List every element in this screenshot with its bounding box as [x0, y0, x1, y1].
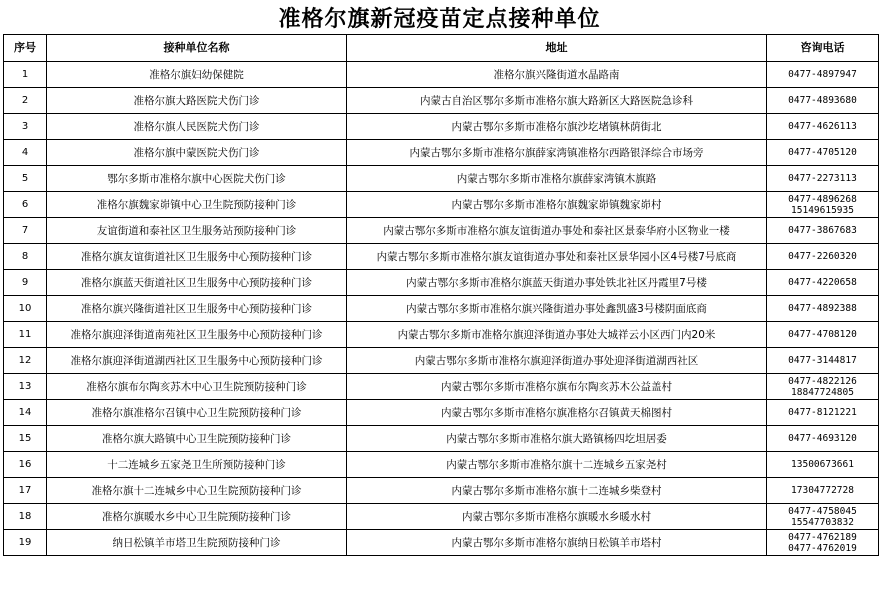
cell-phone — [767, 504, 879, 530]
cell-address: 内蒙古鄂尔多斯市准格尔旗迎泽街道办事处迎泽街道湖西社区 — [347, 348, 767, 374]
cell-address: 内蒙古鄂尔多斯市准格尔旗沙圪堵镇林荫街北 — [347, 114, 767, 140]
cell-phone — [767, 244, 879, 270]
cell-index: 2 — [4, 88, 47, 114]
phone-number: 0477-2273113 — [788, 173, 857, 184]
cell-address: 内蒙古鄂尔多斯市准格尔旗薛家湾镇准格尔西路银泽综合市场旁 — [347, 140, 767, 166]
table-row — [4, 478, 879, 504]
phone-number: 0477-4626113 — [788, 121, 857, 132]
cell-phone — [767, 192, 879, 218]
cell-unit-name: 纳日松镇羊市塔卫生院预防接种门诊 — [47, 530, 347, 556]
cell-phone — [767, 62, 879, 88]
table-row — [4, 530, 879, 556]
table-row — [4, 244, 879, 270]
cell-index: 4 — [4, 140, 47, 166]
table-body — [4, 62, 879, 556]
header-row — [4, 35, 879, 62]
cell-unit-name: 准格尔旗准格尔召镇中心卫生院预防接种门诊 — [47, 400, 347, 426]
table-row — [4, 504, 879, 530]
cell-unit-name: 准格尔旗妇幼保健院 — [47, 62, 347, 88]
phone-number: 0477-2260320 — [788, 251, 857, 262]
cell-index: 3 — [4, 114, 47, 140]
table-row — [4, 270, 879, 296]
cell-unit-name: 准格尔旗十二连城乡中心卫生院预防接种门诊 — [47, 478, 347, 504]
cell-index: 14 — [4, 400, 47, 426]
cell-address: 内蒙古鄂尔多斯市准格尔旗布尔陶亥苏木公益盖村 — [347, 374, 767, 400]
cell-address: 内蒙古鄂尔多斯市准格尔旗十二连城乡五家尧村 — [347, 452, 767, 478]
table-row — [4, 426, 879, 452]
cell-index: 9 — [4, 270, 47, 296]
table-row — [4, 114, 879, 140]
phone-number: 0477-8121221 — [788, 407, 857, 418]
cell-index: 19 — [4, 530, 47, 556]
cell-index: 10 — [4, 296, 47, 322]
cell-unit-name: 鄂尔多斯市准格尔旗中心医院犬伤门诊 — [47, 166, 347, 192]
cell-address: 内蒙古鄂尔多斯市准格尔旗友谊街道办事处和泰社区景华园小区4号楼7号底商 — [347, 244, 767, 270]
header-address: 地址 — [347, 35, 767, 62]
cell-phone — [767, 374, 879, 400]
cell-unit-name: 准格尔旗大路医院犬伤门诊 — [47, 88, 347, 114]
table-row — [4, 62, 879, 88]
cell-phone — [767, 348, 879, 374]
cell-unit-name: 准格尔旗布尔陶亥苏木中心卫生院预防接种门诊 — [47, 374, 347, 400]
table-row — [4, 400, 879, 426]
phone-number: 17304772728 — [791, 485, 854, 496]
cell-index: 8 — [4, 244, 47, 270]
cell-phone — [767, 530, 879, 556]
cell-unit-name: 准格尔旗蓝天街道社区卫生服务中心预防接种门诊 — [47, 270, 347, 296]
cell-address: 内蒙古鄂尔多斯市准格尔旗薛家湾镇木旗路 — [347, 166, 767, 192]
phone-number: 13500673661 — [791, 459, 854, 470]
cell-phone — [767, 478, 879, 504]
phone-number: 0477-4822126 — [788, 375, 857, 387]
table-row — [4, 166, 879, 192]
phone-number: 0477-4762189 — [788, 531, 857, 543]
cell-address: 内蒙古鄂尔多斯市准格尔旗纳日松镇羊市塔村 — [347, 530, 767, 556]
cell-address: 内蒙古鄂尔多斯市准格尔旗魏家峁镇魏家峁村 — [347, 192, 767, 218]
phone-number: 15149615935 — [791, 204, 854, 216]
cell-index: 1 — [4, 62, 47, 88]
cell-phone — [767, 166, 879, 192]
phone-number: 18847724805 — [791, 386, 854, 398]
phone-number: 0477-4708120 — [788, 329, 857, 340]
table-row — [4, 322, 879, 348]
table-row — [4, 88, 879, 114]
header-unit-name: 接种单位名称 — [47, 35, 347, 62]
table-row — [4, 374, 879, 400]
cell-address: 准格尔旗兴隆街道水晶路南 — [347, 62, 767, 88]
cell-address: 内蒙古鄂尔多斯市准格尔旗大路镇杨四圪坦居委 — [347, 426, 767, 452]
cell-unit-name: 准格尔旗迎泽街道南苑社区卫生服务中心预防接种门诊 — [47, 322, 347, 348]
table-row — [4, 218, 879, 244]
cell-unit-name: 准格尔旗暖水乡中心卫生院预防接种门诊 — [47, 504, 347, 530]
cell-index: 17 — [4, 478, 47, 504]
table-row — [4, 348, 879, 374]
cell-index: 6 — [4, 192, 47, 218]
phone-number: 0477-4762019 — [788, 542, 857, 554]
phone-number: 0477-4758045 — [788, 505, 857, 517]
cell-phone — [767, 88, 879, 114]
cell-index: 16 — [4, 452, 47, 478]
cell-phone — [767, 218, 879, 244]
cell-unit-name: 准格尔旗中蒙医院犬伤门诊 — [47, 140, 347, 166]
phone-number: 0477-4693120 — [788, 433, 857, 444]
cell-phone — [767, 140, 879, 166]
phone-number: 0477-4896268 — [788, 193, 857, 205]
cell-address: 内蒙古鄂尔多斯市准格尔旗兴隆街道办事处鑫凯盛3号楼阴面底商 — [347, 296, 767, 322]
phone-number: 15547703832 — [791, 516, 854, 528]
phone-number: 0477-4897947 — [788, 69, 857, 80]
cell-phone — [767, 452, 879, 478]
cell-address: 内蒙古鄂尔多斯市准格尔旗迎泽街道办事处大城祥云小区西门内20米 — [347, 322, 767, 348]
cell-index: 11 — [4, 322, 47, 348]
cell-unit-name: 准格尔旗大路镇中心卫生院预防接种门诊 — [47, 426, 347, 452]
cell-unit-name: 十二连城乡五家尧卫生所预防接种门诊 — [47, 452, 347, 478]
cell-index: 15 — [4, 426, 47, 452]
table-row — [4, 192, 879, 218]
vaccination-sites-table — [3, 34, 879, 556]
cell-index: 13 — [4, 374, 47, 400]
phone-number: 0477-4893680 — [788, 95, 857, 106]
cell-phone — [767, 296, 879, 322]
cell-unit-name: 准格尔旗兴隆街道社区卫生服务中心预防接种门诊 — [47, 296, 347, 322]
table-row — [4, 140, 879, 166]
cell-address: 内蒙古鄂尔多斯市准格尔旗十二连城乡柴登村 — [347, 478, 767, 504]
phone-number: 0477-3867683 — [788, 225, 857, 236]
cell-unit-name: 准格尔旗友谊街道社区卫生服务中心预防接种门诊 — [47, 244, 347, 270]
cell-index: 5 — [4, 166, 47, 192]
header-index: 序号 — [4, 35, 47, 62]
cell-address: 内蒙古鄂尔多斯市准格尔旗蓝天街道办事处铁北社区丹霞里7号楼 — [347, 270, 767, 296]
cell-phone — [767, 270, 879, 296]
phone-number: 0477-4220658 — [788, 277, 857, 288]
cell-index: 12 — [4, 348, 47, 374]
cell-phone — [767, 114, 879, 140]
phone-number: 0477-4705120 — [788, 147, 857, 158]
table-row — [4, 296, 879, 322]
cell-address: 内蒙古鄂尔多斯市准格尔旗暖水乡暖水村 — [347, 504, 767, 530]
page-title: 准格尔旗新冠疫苗定点接种单位 — [278, 6, 601, 32]
cell-phone — [767, 426, 879, 452]
cell-phone — [767, 322, 879, 348]
phone-number: 0477-4892388 — [788, 303, 857, 314]
phone-number: 0477-3144817 — [788, 355, 857, 366]
header-phone: 咨询电话 — [767, 35, 879, 62]
cell-phone — [767, 400, 879, 426]
cell-index: 18 — [4, 504, 47, 530]
table-row — [4, 452, 879, 478]
cell-index: 7 — [4, 218, 47, 244]
cell-address: 内蒙古自治区鄂尔多斯市准格尔旗大路新区大路医院急诊科 — [347, 88, 767, 114]
cell-unit-name: 准格尔旗魏家峁镇中心卫生院预防接种门诊 — [47, 192, 347, 218]
cell-unit-name: 准格尔旗人民医院犬伤门诊 — [47, 114, 347, 140]
cell-address: 内蒙古鄂尔多斯市准格尔旗友谊街道办事处和泰社区景泰华府小区物业一楼 — [347, 218, 767, 244]
cell-address: 内蒙古鄂尔多斯市准格尔旗准格尔召镇黄天棉图村 — [347, 400, 767, 426]
cell-unit-name: 准格尔旗迎泽街道湖西社区卫生服务中心预防接种门诊 — [47, 348, 347, 374]
cell-unit-name: 友谊街道和泰社区卫生服务站预防接种门诊 — [47, 218, 347, 244]
